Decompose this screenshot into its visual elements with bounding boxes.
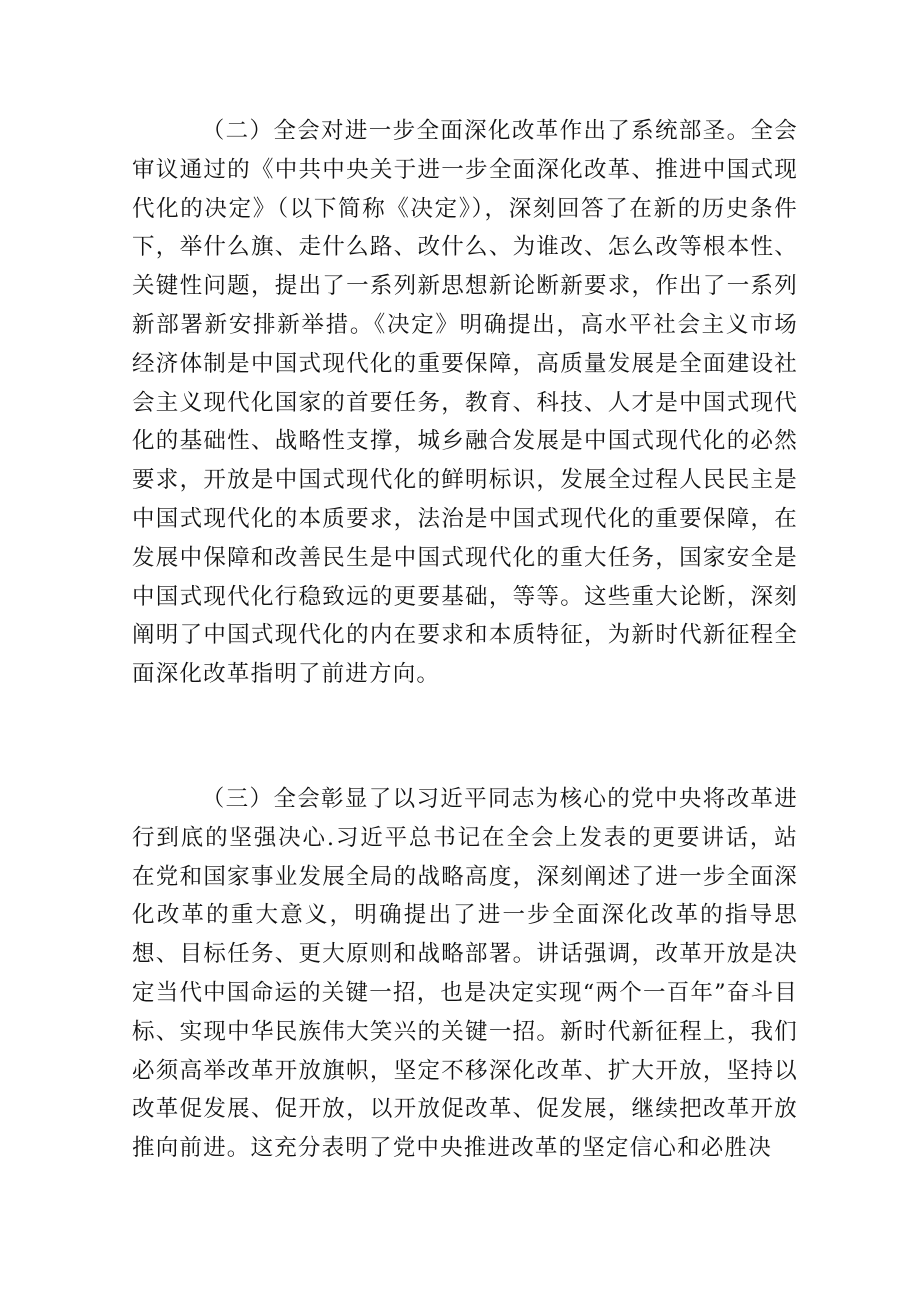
paragraph-section-2: （二）全会对进一步全面深化改革作出了系统部圣。全会审议通过的《中共中央关于进一步全面深化改革、推进中国式现代化的决定》（以下简称《决定》），深刻回答了在新的历史条件下，举什么旗、走什么路、改什么、为谁改、怎么改等根本性、关键性问题，提出了一系列新思想新论断新要求，作出了一系列新部署新安排新举措。《决定》明确提出，高水平社会主义市场经济体制是中国式现代化的重要保障，高质量发展是全面建设社会主义现代化国家的首要任务，教育、科技、人才是中国式现代化的基础性、战略性支撑，城乡融合发展是中国式现代化的必然要求，开放是中国式现代化的鲜明标识，发展全过程人民民主是中国式现代化的本质要求，法治是中国式现代化的重要保障，在发展中保障和改善民生是中国式现代化的重大任务，国家安全是中国式现代化行稳致远的更要基础，等等。这些重大论断，深刻阐明了中国式现代化的内在要求和本质特征，为新时代新征程全面深化改革指明了前进方向。 (132, 118, 798, 688)
paragraph-section-3: （三）全会彰显了以习近平同志为核心的党中央将改革进行到底的坚强决心.习近平总书记在全会上发表的更要讲话，站在党和国家事业发展全局的战略高度，深刻阐述了进一步全面深化改革的重大意义，明确提出了进一步全面深化改革的指导思想、目标任务、更大原则和战略部署。讲话强调，改革开放是决定当代中国命运的关键一招，也是决定实现“两个一百年”奋斗目标、实现中华民族伟大笑兴的关键一招。新时代新征程上，我们必须高举改革开放旗帜，坚定不移深化改革、扩大开放，坚持以改革促发展、促开放，以开放促改革、促发展，继续把改革开放推向前进。这充分表明了党中央推进改革的坚定信心和必胜决 (132, 786, 798, 1162)
